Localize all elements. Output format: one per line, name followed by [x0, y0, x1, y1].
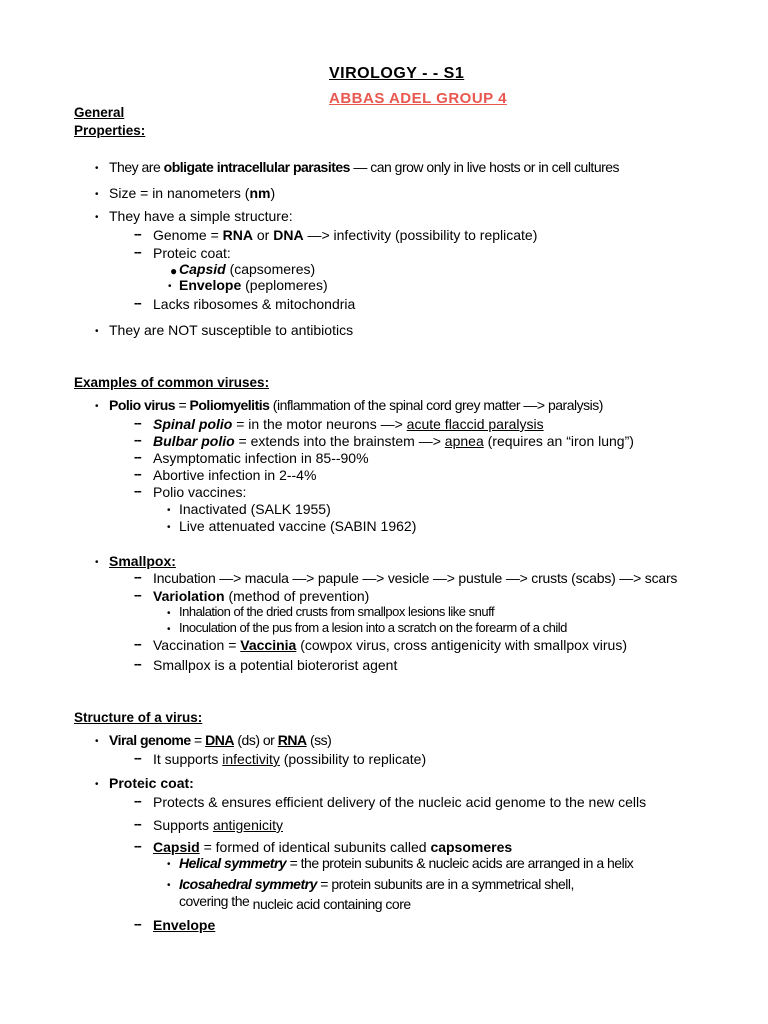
- bullet-icon: •: [95, 779, 99, 790]
- section-heading-general: General: [74, 105, 125, 120]
- bullet-icon: •: [167, 880, 171, 891]
- list-item-continuation: covering the nucleic acid containing core: [179, 893, 411, 912]
- list-item: Live attenuated vaccine (SABIN 1962): [179, 518, 417, 534]
- dash-icon: --: [134, 587, 141, 602]
- bullet-icon: ●: [170, 264, 178, 278]
- dash-icon: --: [134, 244, 141, 259]
- bullet-icon: •: [167, 608, 171, 619]
- section-heading-examples: Examples of common viruses:: [74, 375, 270, 390]
- list-item: They are NOT susceptible to antibiotics: [109, 322, 354, 338]
- list-item: Genome = RNA or DNA —> infectivity (possibility to replicate): [153, 227, 538, 243]
- dash-icon: --: [134, 449, 141, 464]
- list-item: Polio virus = Poliomyelitis (inflammation of the spinal cord grey matter —> paralysis): [109, 397, 603, 413]
- list-item: Envelope: [153, 917, 216, 933]
- bullet-icon: •: [167, 859, 171, 870]
- list-item: Helical symmetry = the protein subunits & nucleic acids are arranged in a helix: [179, 855, 634, 871]
- list-item: Asymptomatic infection in 85--90%: [153, 450, 369, 466]
- bullet-icon: •: [167, 624, 171, 635]
- list-item: Smallpox:: [109, 553, 176, 569]
- page-title: VIROLOGY - - S1: [329, 65, 465, 82]
- section-heading-structure: Structure of a virus:: [74, 710, 203, 725]
- list-item: Icosahedral symmetry = protein subunits are in a symmetrical shell,: [179, 876, 574, 892]
- bullet-icon: •: [95, 212, 99, 223]
- bullet-icon: •: [95, 557, 99, 568]
- dash-icon: --: [134, 838, 141, 853]
- list-item: Capsid (capsomeres): [179, 261, 316, 277]
- list-item: Lacks ribosomes & mitochondria: [153, 296, 356, 312]
- list-item: Smallpox is a potential bioterorist agent: [153, 657, 398, 673]
- dash-icon: --: [134, 750, 141, 765]
- section-heading-properties: Properties:: [74, 123, 146, 138]
- dash-icon: --: [134, 466, 141, 481]
- bullet-icon: •: [95, 326, 99, 337]
- list-item: Abortive infection in 2--4%: [153, 467, 317, 483]
- list-item: Spinal polio = in the motor neurons —> acute flaccid paralysis: [153, 416, 544, 432]
- list-item: Variolation (method of prevention): [153, 588, 370, 604]
- bullet-icon: •: [95, 736, 99, 747]
- dash-icon: --: [134, 816, 141, 831]
- list-item: Polio vaccines:: [153, 484, 247, 500]
- dash-icon: --: [134, 226, 141, 241]
- list-item: Capsid = formed of identical subunits called capsomeres: [153, 839, 513, 855]
- dash-icon: --: [134, 636, 141, 651]
- bullet-icon: •: [167, 522, 171, 533]
- list-item: Proteic coat:: [153, 245, 231, 261]
- list-item: Envelope (peplomeres): [179, 277, 328, 293]
- list-item: Incubation —> macula —> papule —> vesicle —> pustule —> crusts (scabs) —> scars: [153, 570, 678, 586]
- list-item: Supports antigenicity: [153, 817, 283, 833]
- list-item: Viral genome = DNA (ds) or RNA (ss): [109, 732, 332, 748]
- list-item: Bulbar polio = extends into the brainstem —> apnea (requires an “iron lung”): [153, 433, 634, 449]
- bullet-icon: •: [95, 401, 99, 412]
- list-item: Vaccination = Vaccinia (cowpox virus, cross antigenicity with smallpox virus): [153, 637, 627, 653]
- bullet-icon: •: [95, 163, 99, 174]
- bullet-icon: •: [168, 281, 172, 292]
- list-item: It supports infectivity (possibility to replicate): [153, 751, 427, 767]
- list-item: They have a simple structure:: [109, 208, 293, 224]
- list-item: Inoculation of the pus from a lesion into a scratch on the forearm of a child: [179, 620, 567, 635]
- bullet-icon: •: [167, 505, 171, 516]
- dash-icon: --: [134, 916, 141, 931]
- list-item: Inhalation of the dried crusts from smallpox lesions like snuff: [179, 604, 495, 619]
- dash-icon: --: [134, 295, 141, 310]
- dash-icon: --: [134, 656, 141, 671]
- dash-icon: --: [134, 793, 141, 808]
- list-item: Inactivated (SALK 1955): [179, 501, 331, 517]
- page-subtitle: ABBAS ADEL GROUP 4: [329, 90, 507, 107]
- dash-icon: --: [134, 415, 141, 430]
- bullet-icon: •: [95, 189, 99, 200]
- dash-icon: --: [134, 569, 141, 584]
- list-item: They are obligate intracellular parasites — can grow only in live hosts or in cell cultures: [109, 159, 620, 175]
- dash-icon: --: [134, 483, 141, 498]
- list-item: Proteic coat:: [109, 775, 194, 791]
- list-item: Protects & ensures efficient delivery of the nucleic acid genome to the new cells: [153, 794, 647, 810]
- list-item: Size = in nanometers (nm): [109, 185, 276, 201]
- dash-icon: --: [134, 432, 141, 447]
